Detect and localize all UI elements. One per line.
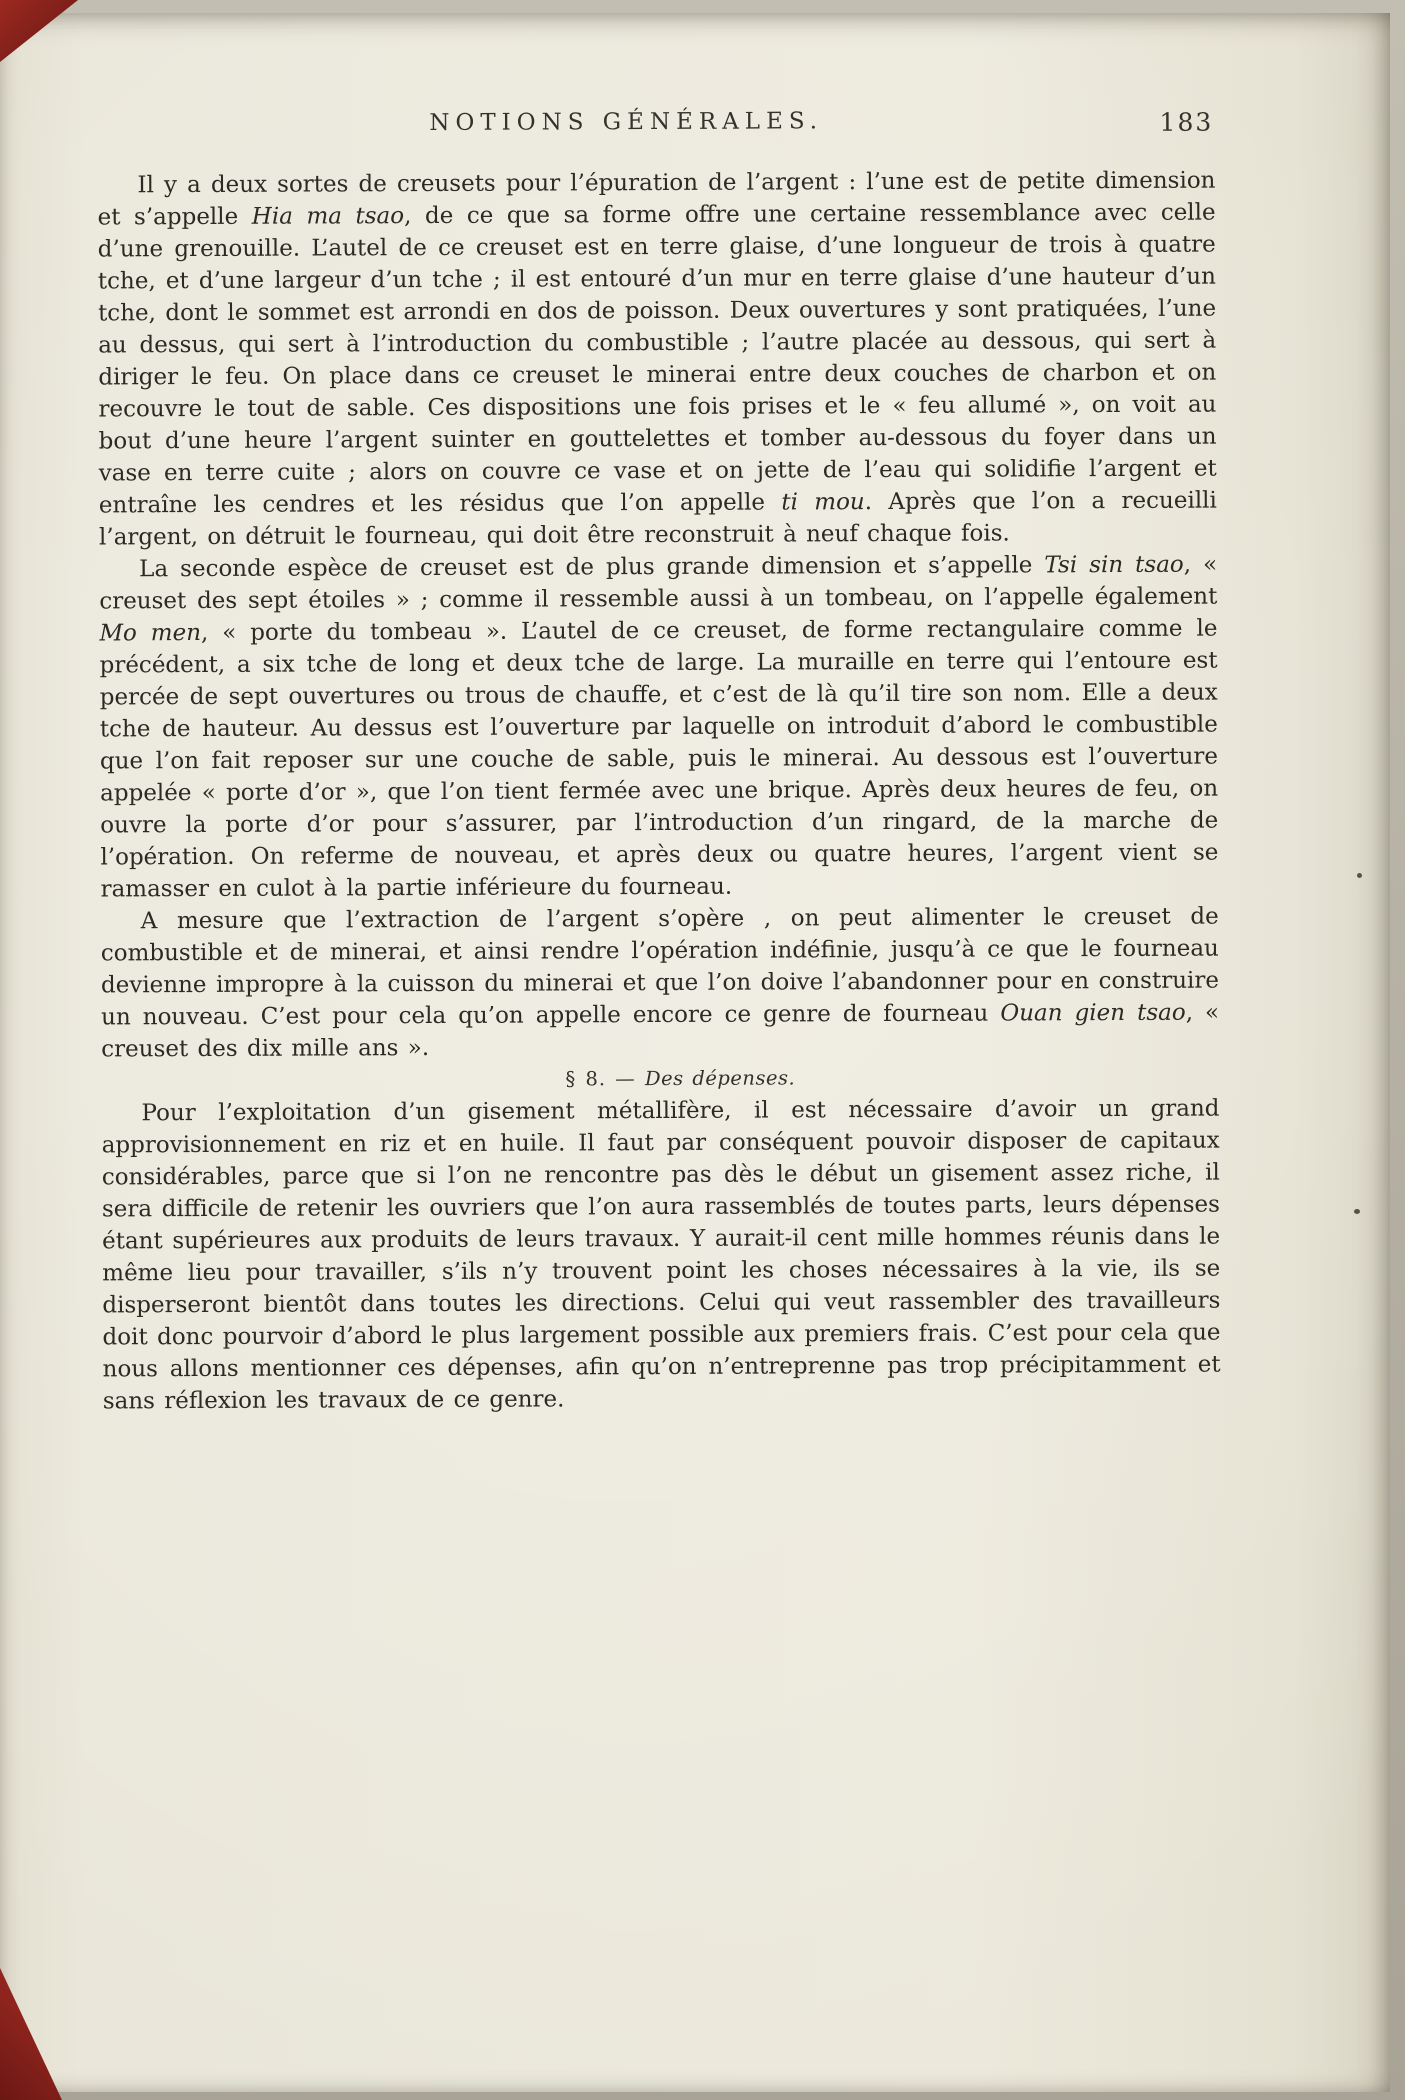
body-text (97, 165, 1220, 1418)
page-content (97, 107, 1221, 1418)
scan-speck (1357, 873, 1362, 878)
page-header (97, 107, 1215, 156)
page-number: 183 (1159, 107, 1214, 137)
paragraph-1: Il y a deux sortes de creusets pour l’épuration de l’argent : l’une est de petite dimension et s’appelle Hia ma tsao, de ce que sa forme offre une certaine ressemblance avec celle d’une grenouille. L’autel de ce creuset est en terre glaise, d’une longueur de trois à quatre tche, et d’une largeur d’un tche ; il est entouré d’un mur en terre glaise d’une hauteur d’un tche, dont le sommet est arrondi en dos de poisson. Deux ouvertures y sont pratiquées, l’une au dessus, qui sert à l’introduction du combustible ; l’autre placée au dessous, qui sert à diriger le feu. On place dans ce creuset le minerai entre deux couches de charbon et on recouvre le tout de sable. Ces dispositions une fois prises et le « feu allumé », on voit au bout d’une heure l’argent suinter en gouttelettes et tomber au-dessous du foyer dans un vase en terre cuite ; alors on couvre ce vase et on jette de l’eau qui solidifie l’argent et entraîne les cendres et les résidus que l’on appelle ti mou. Après que l’on a recueilli l’argent, on détruit le fourneau, qui doit être reconstruit à neuf chaque fois. (97, 167, 1217, 551)
book-page (0, 13, 1390, 2092)
running-title: NOTIONS GÉNÉRALES. (429, 108, 824, 136)
scan-speck (1354, 1209, 1360, 1214)
paragraph-3: A mesure que l’extraction de l’argent s’opère , on peut alimenter le creuset de combustible et de minerai, et ainsi rendre l’opération indéfinie, jusqu’à ce que le fourneau devienne impropre à la cuisson du minerai et que l’on doive l’abandonner pour en construire un nouveau. C’est pour cela qu’on appelle encore ce genre de fourneau Ouan gien tsao, « creuset des dix mille ans ». (100, 903, 1220, 1063)
section-heading: § 8. — Des dépenses. (565, 1066, 796, 1091)
paragraph-2: La seconde espèce de creuset est de plus grande dimension et s’appelle Tsi sin tsao, « creuset des sept étoiles » ; comme il ressemble aussi à un tombeau, on l’appelle également Mo men, « porte du tombeau ». L’autel de ce creuset, de forme rectangulaire comme le précédent, a six tche de long et deux tche de large. La muraille en terre qui l’entoure est percée de sept ouvertures ou trous de chauffe, et c’est de là qu’il tire son nom. Elle a deux tche de hauteur. Au dessus est l’ouverture par laquelle on introduit d’abord le combustible que l’on fait reposer sur une couche de sable, puis le minerai. Au dessous est l’ouverture appelée « porte d’or », que l’on tient fermée avec une brique. Après deux heures de feu, on ouvre la porte d’or pour s’assurer, par l’introduction d’un ringard, de la marche de l’opération. On referme de nouveau, et après deux ou quatre heures, l’argent vient se ramasser en culot à la partie inférieure du fourneau. (99, 551, 1219, 903)
paragraph-4: Pour l’exploitation d’un gisement métallifère, il est nécessaire d’avoir un grand approvisionnement en riz et en huile. Il faut par conséquent pouvoir disposer de capitaux considérables, parce que si l’on ne rencontre pas dès le début un gisement assez riche, il sera difficile de retenir les ouvriers que l’on aura rassemblés de toutes parts, leurs dépenses étant supérieures aux produits de leurs travaux. Y aurait-il cent mille hommes réunis dans le même lieu pour travailler, s’ils n’y trouvent point les choses nécessaires à la vie, ils se disperseront bientôt dans toutes les directions. Celui qui veut rassembler des travailleurs doit donc pourvoir d’abord le plus largement possible aux premiers frais. C’est pour cela que nous allons mentionner ces dépenses, afin qu’on n’entreprenne pas trop précipitamment et sans réflexion les travaux de ce genre. (101, 1095, 1221, 1415)
